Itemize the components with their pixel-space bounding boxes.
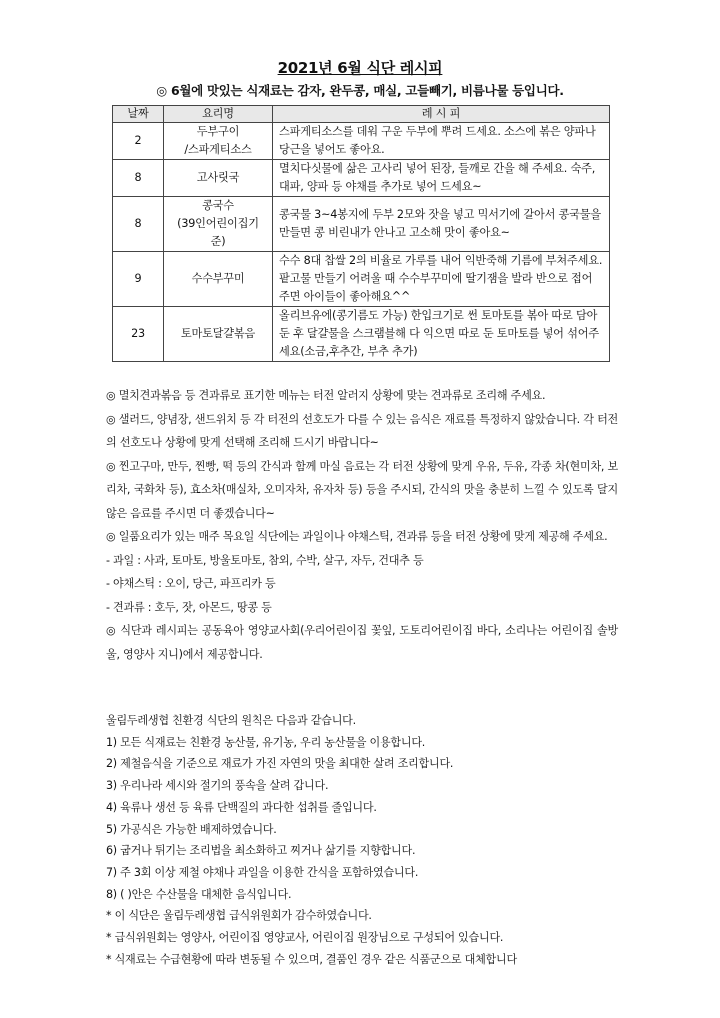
recipe-table-header bbox=[113, 106, 610, 123]
row-dish-name: 토마토달걀볶음 bbox=[164, 307, 273, 362]
principle-item: 1) 모든 식재료는 친환경 농산물, 유기농, 우리 농산물을 이용합니다. bbox=[106, 735, 426, 749]
note-nut-list: - 견과류 : 호두, 잣, 아몬드, 땅콩 등 bbox=[106, 600, 272, 614]
row-recipe: 멸치다싯물에 삶은 고사리 넣어 된장, 들깨로 간을 해 주세요. 숙주, 대파, 양파 등 야채를 추가로 넣어 드세요~ bbox=[273, 160, 610, 197]
row-date: 2 bbox=[113, 123, 164, 160]
footnote: * 이 식단은 울림두레생협 급식위원회가 감수하였습니다. bbox=[106, 909, 372, 923]
note-credits: ◎ 식단과 레시피는 공동육아 영양교사회(우리어린이집 꽃잎, 도토리어린이집 바다, 소리나는 어린이집 솔방울, 영양사 지니)에서 제공합니다. bbox=[106, 624, 618, 661]
footnote: * 급식위원회는 영양사, 어린이집 영양교사, 어린이집 원장님으로 구성되어 있습니다. bbox=[106, 931, 504, 945]
principle-item: 4) 육류나 생선 등 육류 단백질의 과다한 섭취를 줄입니다. bbox=[106, 800, 377, 814]
table-row bbox=[113, 160, 610, 197]
note-thursday-snacks: ◎ 일품요리가 있는 매주 목요일 식단에는 과일이나 야채스틱, 견과류 등을 터전 상황에 맞게 제공해 주세요. bbox=[106, 530, 608, 543]
principle-item: 3) 우리나라 세시와 절기의 풍속을 살려 갑니다. bbox=[106, 779, 329, 793]
menu-principles bbox=[106, 710, 618, 970]
table-row bbox=[113, 307, 610, 362]
principle-item: 2) 제철음식을 기준으로 재료가 가진 자연의 맛을 최대한 살려 조리합니다. bbox=[106, 757, 454, 771]
guidance-notes bbox=[106, 384, 618, 666]
header-recipe: 레 시 피 bbox=[273, 106, 610, 123]
row-date: 8 bbox=[113, 197, 164, 252]
note-nuts: ◎ 멸치견과볶음 등 견과류로 표기한 메뉴는 터전 알러지 상황에 맞는 견과류로 조리해 주세요. bbox=[106, 389, 546, 402]
principle-item: 7) 주 3회 이상 제철 야채나 과일을 이용한 간식을 포함하였습니다. bbox=[106, 865, 419, 879]
row-date: 9 bbox=[113, 252, 164, 307]
page-title: 2021년 6월 식단 레시피 bbox=[277, 59, 443, 77]
table-row bbox=[113, 123, 610, 160]
row-date: 8 bbox=[113, 160, 164, 197]
row-date: 23 bbox=[113, 307, 164, 362]
recipe-table bbox=[112, 105, 610, 362]
seasonal-ingredients-note: ◎ 6월에 맛있는 식재료는 감자, 완두콩, 매실, 고들빼기, 비름나물 등입니다. bbox=[156, 83, 564, 98]
header-date: 날짜 bbox=[113, 106, 164, 123]
note-fruit-list: - 과일 : 사과, 토마토, 방울토마토, 참외, 수박, 살구, 자두, 건대추 등 bbox=[106, 553, 424, 567]
principles-heading: 울림두레생협 친환경 식단의 원칙은 다음과 같습니다. bbox=[106, 714, 356, 727]
footnote: * 식재료는 수급현황에 따라 변동될 수 있으며, 결품인 경우 같은 식품군으로 대체합니다 bbox=[106, 952, 517, 966]
note-vegetable-stick-list: - 야채스틱 : 오이, 당근, 파프리카 등 bbox=[106, 577, 276, 590]
principle-item: 8) ( )안은 수산물을 대체한 음식입니다. bbox=[106, 887, 292, 901]
row-dish-name: 콩국수 (39인어린이집기 준) bbox=[164, 197, 273, 252]
row-dish-name: 고사릿국 bbox=[164, 160, 273, 197]
note-preferences: ◎ 샐러드, 양념장, 샌드위치 등 각 터전의 선호도가 다를 수 있는 음식은 재료를 특정하지 않았습니다. 각 터전의 선호도나 상황에 맞게 선택해 조리해 드시기 바랍니다~ bbox=[106, 412, 618, 449]
principle-item: 5) 가공식은 가능한 배제하였습니다. bbox=[106, 822, 277, 836]
table-row bbox=[113, 252, 610, 307]
row-dish-name: 두부구이 /스파게티소스 bbox=[164, 123, 273, 160]
row-dish-name: 수수부꾸미 bbox=[164, 252, 273, 307]
note-beverages: ◎ 찐고구마, 만두, 찐빵, 떡 등의 간식과 함께 마실 음료는 각 터전 상황에 맞게 우유, 두유, 각종 차(현미차, 보리차, 국화차 등), 효소차(매실차, 오미자차, 유자차 등) 등을 주시되, 간식의 맛을 충분히 느낄 수 있도록 달지 않은 음료를 주시면 더 좋겠습니다~ bbox=[106, 459, 618, 520]
row-recipe: 수수 8대 찹쌀 2의 비율로 가루를 내어 익반죽해 기름에 부쳐주세요. 팥고물 만들기 어려울 때 수수부꾸미에 딸기잼을 발라 반으로 접어 주면 아이들이 좋아해요^^ bbox=[273, 252, 610, 307]
header-dish: 요리명 bbox=[164, 106, 273, 123]
principle-item: 6) 굽거나 튀기는 조리법을 최소화하고 찌거나 삶기를 지향합니다. bbox=[106, 844, 416, 858]
row-recipe: 올리브유에(콩기름도 가능) 한입크기로 썬 토마토를 볶아 따로 담아둔 후 달걀물을 스크램블해 다 익으면 따로 둔 토마토를 넣어 섞어주세요(소금,후추간, 부추 추가) bbox=[273, 307, 610, 362]
table-row bbox=[113, 197, 610, 252]
row-recipe: 스파게티소스를 데워 구운 두부에 뿌려 드세요. 소스에 볶은 양파나 당근을 넣어도 좋아요. bbox=[273, 123, 610, 160]
row-recipe: 콩국물 3~4봉지에 두부 2모와 잣을 넣고 믹서기에 갈아서 콩국물을 만들면 콩 비린내가 안나고 고소해 맛이 좋아요~ bbox=[273, 197, 610, 252]
